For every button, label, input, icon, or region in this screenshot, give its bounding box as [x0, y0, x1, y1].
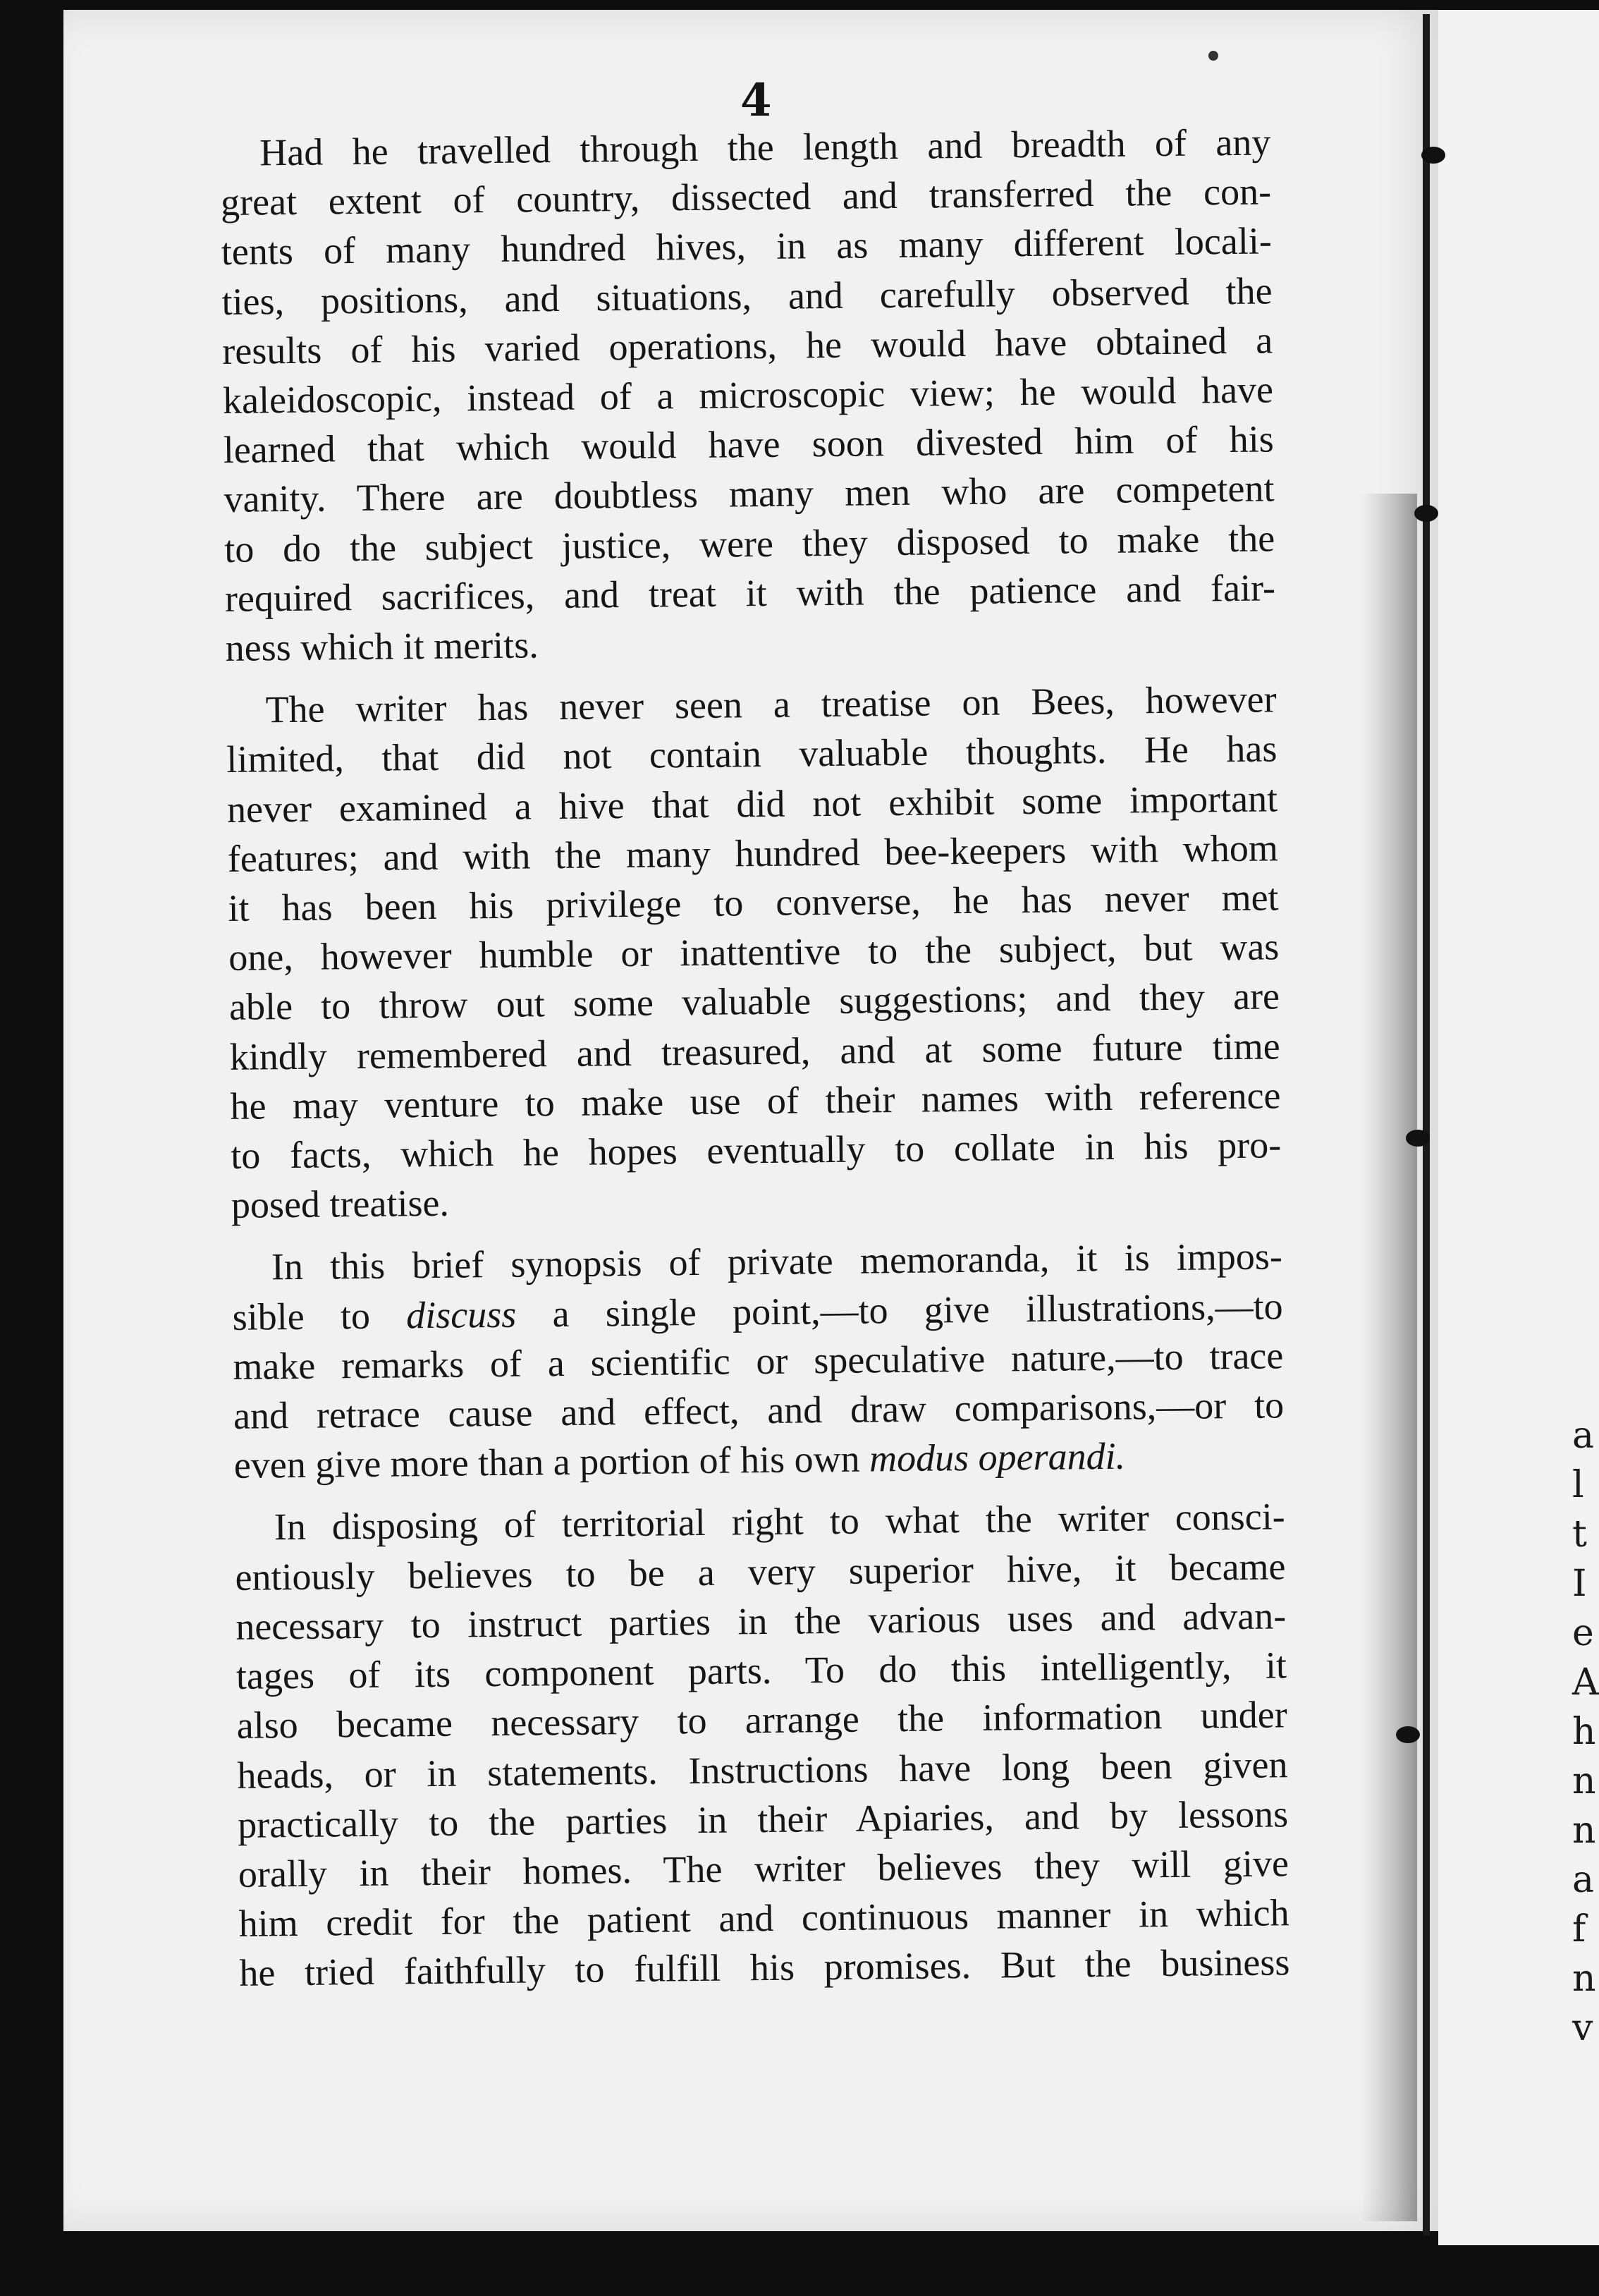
- book-spine: [1423, 14, 1430, 2235]
- text-line: vanity. There are doubtless many men who are competent: [223, 467, 1275, 521]
- text-line: [233, 1430, 1285, 1491]
- text-line: practically to the parties in their Apiaries, and by lessons: [237, 1792, 1289, 1846]
- binding-stitch: [1396, 1726, 1420, 1743]
- text-line: ties, positions, and situations, and carefully observed the: [221, 269, 1273, 323]
- text-line: also became necessary to arrange the information under: [236, 1693, 1287, 1747]
- facing-page-letter: f: [1572, 1908, 1586, 1950]
- text-line: kaleidoscopic, instead of a microscopic view; he would have: [222, 368, 1274, 422]
- text-line: it has been his privilege to converse, he has never met: [228, 876, 1279, 929]
- text-line: Had he travelled through the length and breadth of any: [259, 121, 1271, 174]
- text-line: kindly remembered and treasured, and at some future time: [229, 1024, 1281, 1078]
- scan-speck: [1208, 51, 1218, 61]
- text-line: orally in their homes. The writer believes they will give: [238, 1842, 1289, 1895]
- text-line: make remarks of a scientific or speculative nature,—to trace: [233, 1334, 1284, 1388]
- text-line: features; and with the many hundred bee-keepers with whom: [227, 826, 1279, 880]
- text-line: results of his varied operations, he would have obtained a: [221, 319, 1273, 372]
- binding-stitch: [1414, 505, 1438, 522]
- text-run: a single point,—to give illustrations,—to: [515, 1284, 1283, 1336]
- text-line: learned that which would have soon divested him of his: [223, 417, 1275, 472]
- facing-page-letter: A: [1572, 1661, 1599, 1704]
- facing-page-letter: I: [1572, 1563, 1587, 1605]
- facing-page-letter: h: [1572, 1711, 1596, 1753]
- binding-stitch: [1421, 147, 1445, 164]
- text-line: him credit for the patient and continuous manner in which: [238, 1891, 1289, 1945]
- text-line: ness which it merits.: [225, 623, 539, 669]
- page-number: 4: [740, 74, 772, 127]
- text-line: In this brief synopsis of private memoranda, it is impos-: [271, 1235, 1283, 1288]
- text-line: entiously believes to be a very superior hive, it became: [235, 1544, 1286, 1599]
- text-line: to facts, which he hopes eventually to collate in his pro-: [230, 1123, 1282, 1177]
- text-line: to do the subject justice, were they disposed to make the: [223, 516, 1275, 570]
- text-line: one, however humble or inattentive to the subject, but was: [228, 925, 1280, 979]
- facing-page-letter: e: [1572, 1612, 1594, 1654]
- text-line: tages of its component parts. To do this intelligently, it: [235, 1644, 1287, 1697]
- text-line: and retrace cause and effect, and draw comparisons,—or to: [233, 1384, 1285, 1437]
- text-line: In disposing of territorial right to what the writer consci-: [274, 1495, 1286, 1549]
- text-line: required sacrifices, and treat it with the patience and fair-: [224, 566, 1276, 620]
- paragraph: [234, 1492, 1289, 1998]
- text-line: heads, or in statements. Instructions have long been given: [237, 1742, 1288, 1797]
- text-line: he tried faithfully to fulfill his promises. But the business: [239, 1941, 1290, 1995]
- facing-page-letter: t: [1572, 1513, 1587, 1556]
- facing-page-letter: a: [1572, 1859, 1595, 1901]
- text-line: posed treatise.: [231, 1181, 450, 1227]
- facing-page-letter: a: [1572, 1415, 1595, 1457]
- paragraph: [220, 117, 1276, 673]
- italic-word: discuss: [405, 1293, 517, 1336]
- page-body-text: [220, 117, 1290, 2010]
- text-line: tents of many hundred hives, in as many different locali-: [221, 219, 1273, 274]
- page-fold-shadow: [1361, 494, 1417, 2221]
- paragraph: [226, 675, 1282, 1231]
- text-line: The writer has never seen a treatise on Bees, however: [265, 678, 1277, 731]
- text-line: limited, that did not contain valuable thoughts. He has: [226, 727, 1278, 781]
- text-run: sible to: [232, 1293, 407, 1338]
- facing-page-letter: l: [1572, 1464, 1584, 1506]
- paragraph: [232, 1232, 1285, 1491]
- text-line: never examined a hive that did not exhibit some important: [226, 776, 1278, 831]
- facing-page-letter: n: [1572, 1809, 1596, 1852]
- facing-page-letter: v: [1572, 2007, 1593, 2049]
- text-run: even give more than a portion of his own: [233, 1437, 870, 1487]
- text-line: he may venture to make use of their names with reference: [230, 1074, 1281, 1128]
- text-line: able to throw out some valuable suggestions; and they are: [228, 975, 1280, 1029]
- facing-page-letter: n: [1572, 1760, 1596, 1802]
- italic-phrase: modus operandi.: [869, 1434, 1126, 1480]
- binding-stitch: [1406, 1130, 1430, 1147]
- facing-page-letter: n: [1572, 1958, 1596, 2000]
- text-line: great extent of country, dissected and transferred the con-: [220, 170, 1272, 224]
- text-line: necessary to instruct parties in the various uses and advan-: [235, 1594, 1287, 1648]
